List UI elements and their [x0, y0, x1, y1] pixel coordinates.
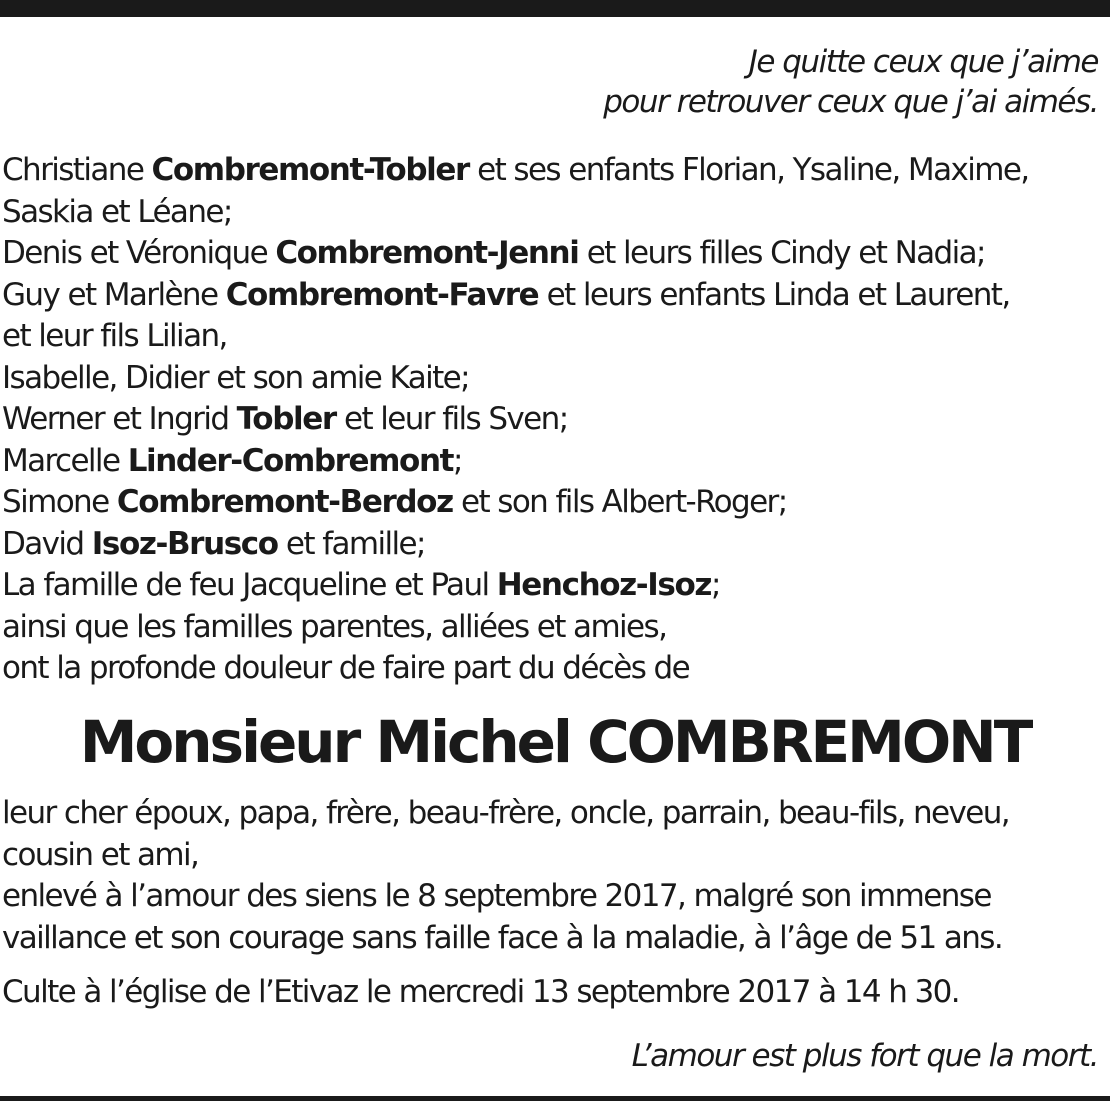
opening-quote — [603, 42, 1098, 122]
family-line: Werner et Ingrid Tobler et leur fils Sven; — [2, 401, 568, 437]
deceased-name: Monsieur Michel COMBREMONT — [79, 708, 1031, 776]
family-line: Guy et Marlène Combremont-Favre et leurs enfants Linda et Laurent, — [2, 276, 1010, 313]
service-info: Culte à l’église de l’Etivaz le mercredi 13 septembre 2017 à 14 h 30. — [2, 974, 960, 1010]
top-rule — [0, 0, 1110, 17]
family-line: ont la profonde douleur de faire part du décès de — [2, 650, 690, 686]
bottom-rule — [0, 1096, 1110, 1101]
bio-line: enlevé à l’amour des siens le 8 septembre 2017, malgré son immense — [2, 878, 991, 914]
family-line: Denis et Véronique Combremont-Jenni et leurs filles Cindy et Nadia; — [2, 235, 985, 271]
family-line: ainsi que les familles parentes, alliées et amies, — [2, 608, 667, 645]
family-line: et leur fils Lilian, — [2, 318, 227, 354]
family-line: La famille de feu Jacqueline et Paul Henchoz-Isoz; — [2, 567, 720, 603]
bio-line: vaillance et son courage sans faille face à la maladie, à l’âge de 51 ans. — [2, 919, 1003, 956]
family-line: Isabelle, Didier et son amie Kaite; — [2, 359, 469, 396]
family-line: David Isoz-Brusco et famille; — [2, 525, 425, 562]
bio-line: leur cher époux, papa, frère, beau-frère, oncle, parrain, beau-fils, neveu, — [2, 795, 1009, 831]
family-list — [2, 150, 1106, 690]
closing-quote: L’amour est plus fort que la mort. — [631, 1038, 1098, 1074]
family-line: Marcelle Linder-Combremont; — [2, 442, 462, 479]
opening-quote-line-1: Je quitte ceux que j’aime — [748, 44, 1098, 80]
bio-line: cousin et ami, — [2, 836, 199, 873]
family-line: Saskia et Léane; — [2, 193, 232, 230]
family-line: Simone Combremont-Berdoz et son fils Albert-Roger; — [2, 484, 787, 520]
family-line: Christiane Combremont-Tobler et ses enfants Florian, Ysaline, Maxime, — [2, 152, 1029, 188]
bio-paragraph — [2, 793, 1106, 959]
opening-quote-line-2: pour retrouver ceux que j’ai aimés. — [603, 84, 1098, 120]
